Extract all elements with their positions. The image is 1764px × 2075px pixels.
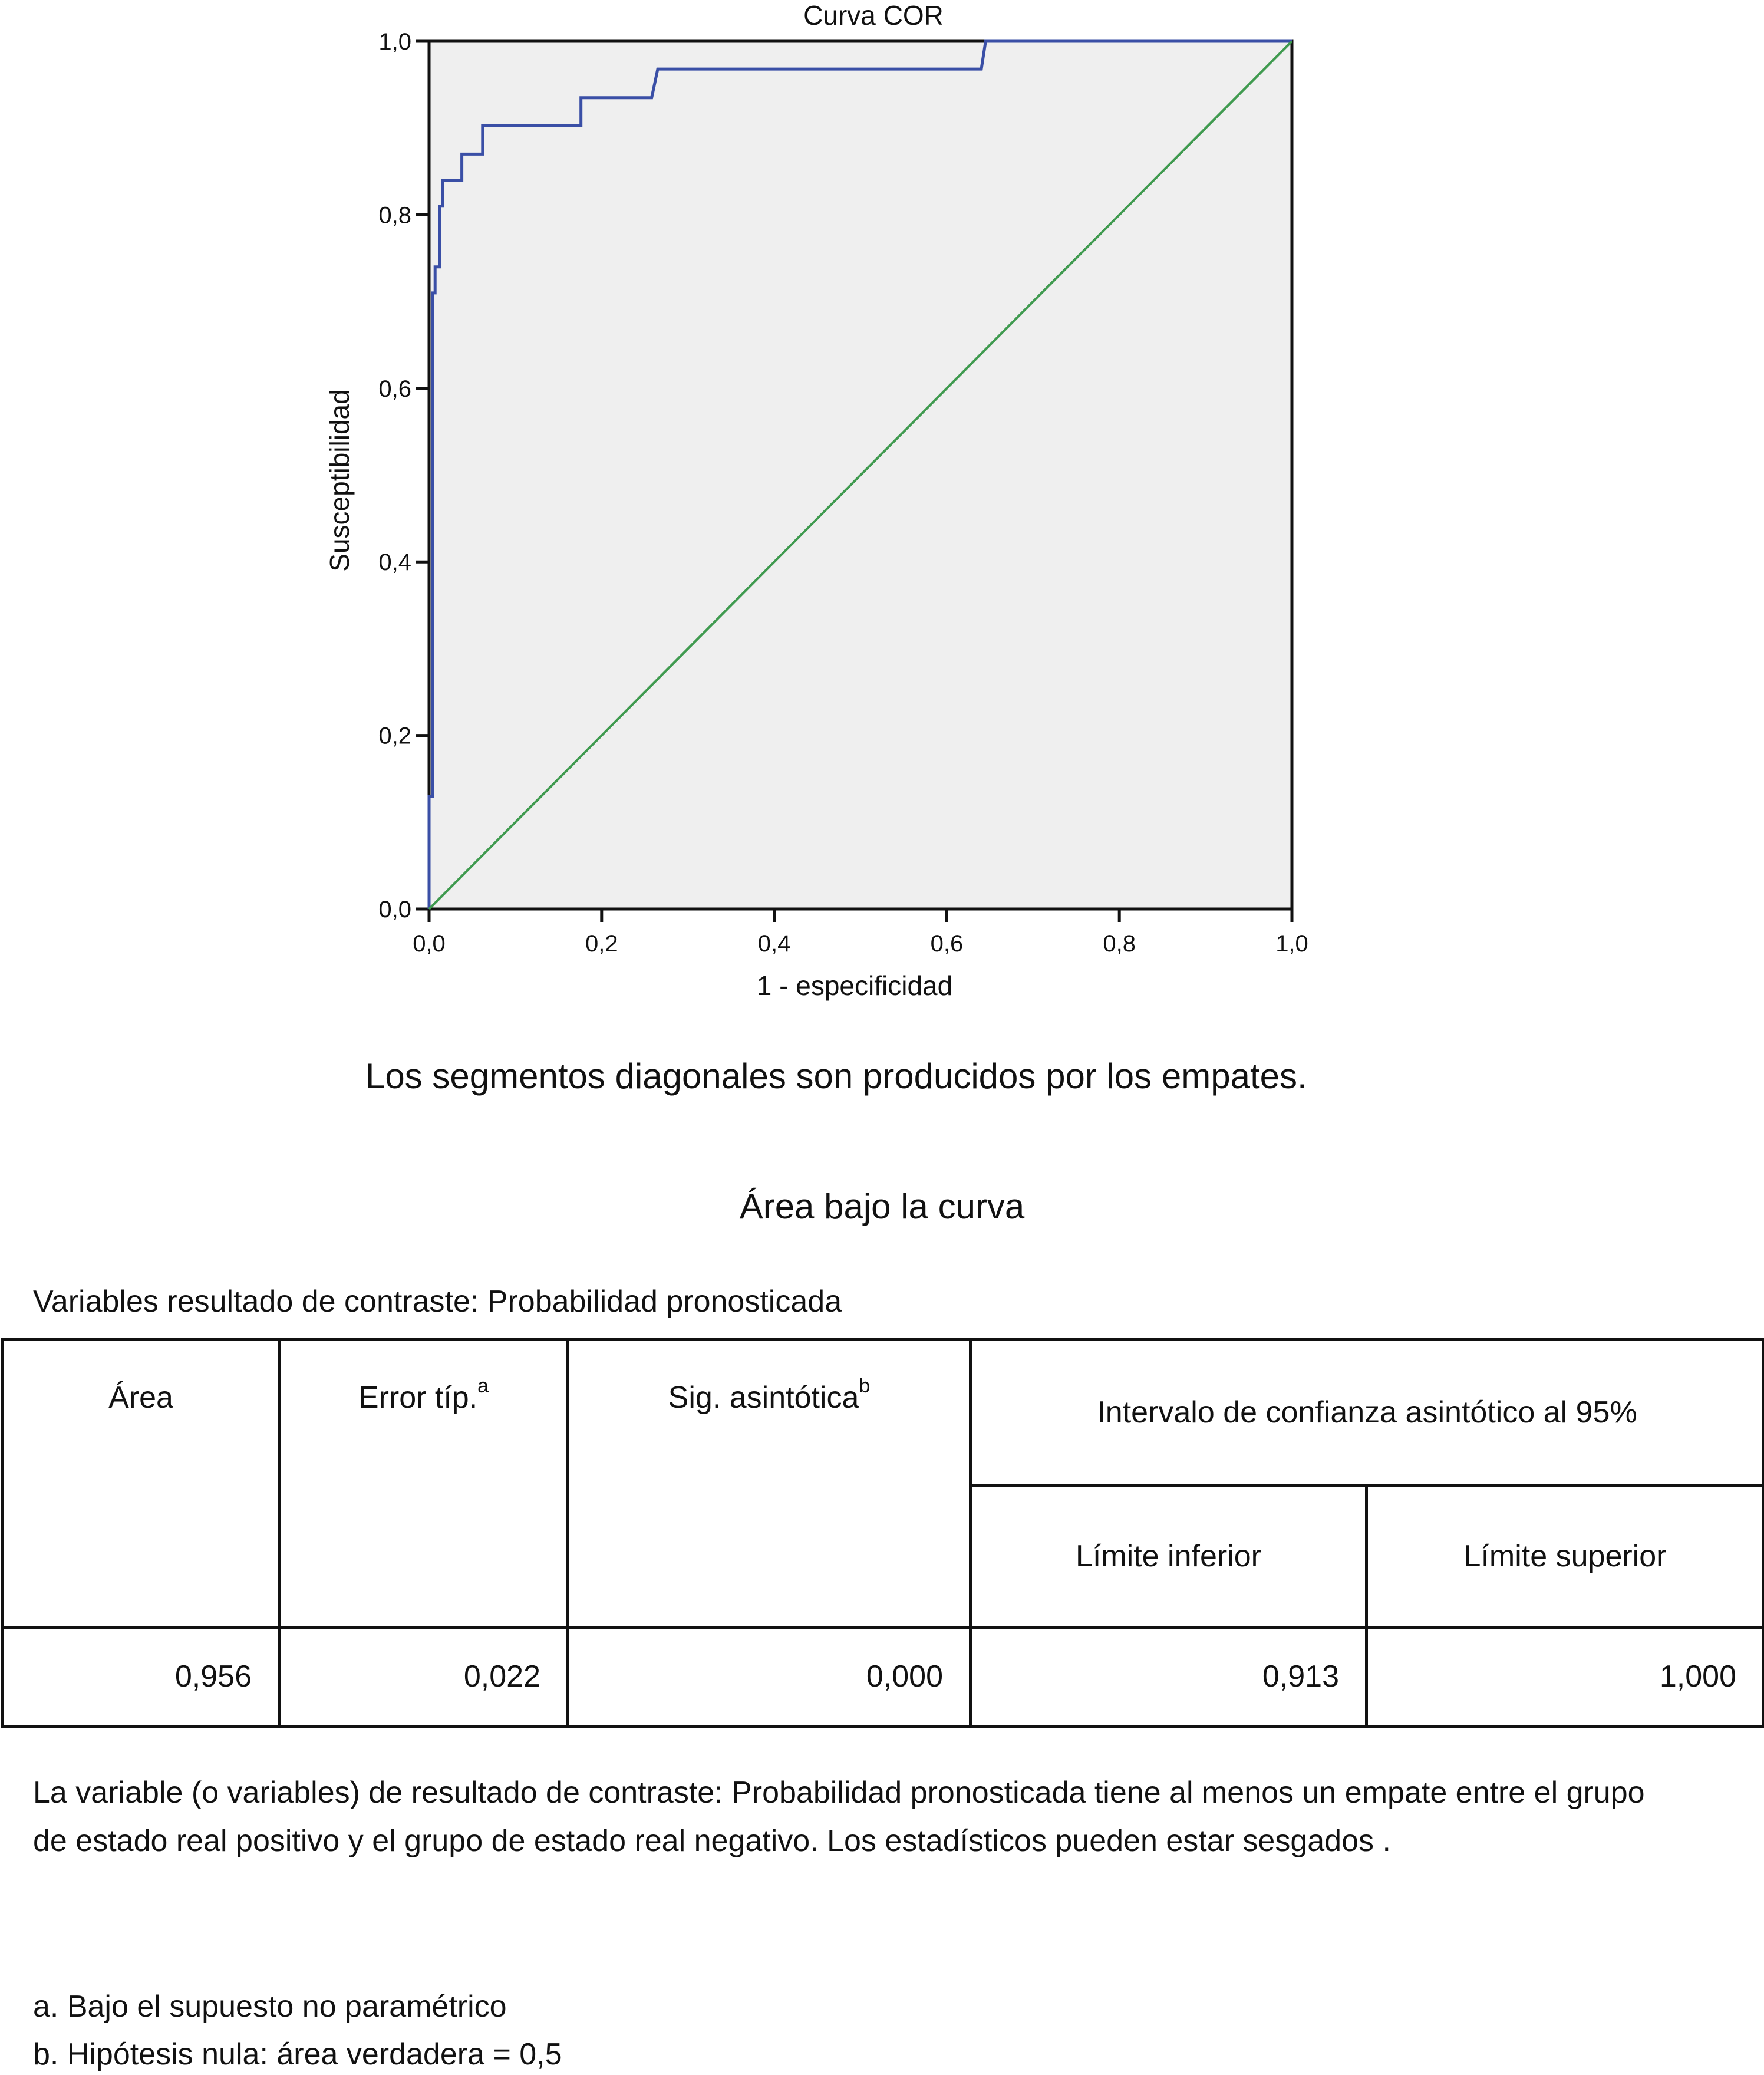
header-upper-limit: Límite superior bbox=[1367, 1486, 1764, 1627]
header-sig-label: Sig. asintótica bbox=[668, 1381, 859, 1415]
table-row bbox=[3, 1627, 1764, 1726]
footer-paragraph: La variable (o variables) de resultado de contraste: Probabilidad pronosticada tiene al menos un empate entre el grupo de estado real positivo y el grupo de estado real negativo. Los estadísticos pueden estar sesgados . bbox=[33, 1776, 1645, 1858]
x-tick-label: 0,8 bbox=[1103, 931, 1136, 957]
x-tick-label: 0,2 bbox=[585, 931, 618, 957]
header-sig bbox=[568, 1340, 971, 1628]
chart-note: Los segmentos diagonales son producidos por los empates. bbox=[365, 1056, 1307, 1096]
x-tick-label: 0,6 bbox=[930, 931, 964, 957]
x-tick-label: 0,0 bbox=[413, 931, 446, 957]
header-lower-limit: Límite inferior bbox=[971, 1486, 1367, 1627]
y-tick-label: 0,0 bbox=[378, 897, 411, 923]
header-error bbox=[279, 1340, 568, 1628]
x-axis-label: 1 - especificidad bbox=[756, 970, 953, 1001]
y-tick-label: 0,6 bbox=[378, 376, 411, 402]
cell-area: 0,956 bbox=[3, 1627, 279, 1726]
cell-lower-limit: 0,913 bbox=[971, 1627, 1367, 1726]
cell-upper-limit: 1,000 bbox=[1367, 1627, 1764, 1726]
footnote-marker-b: b bbox=[859, 1375, 871, 1397]
header-area-label: Área bbox=[108, 1381, 173, 1415]
header-error-label: Error típ. bbox=[358, 1381, 478, 1415]
auc-table bbox=[1, 1338, 1764, 1728]
footnote-marker-a: a bbox=[477, 1375, 489, 1397]
x-tick-label: 0,4 bbox=[757, 931, 791, 957]
footnote-a: a. Bajo el supuesto no paramétrico bbox=[33, 1990, 507, 2024]
cell-sig: 0,000 bbox=[568, 1627, 971, 1726]
header-interval: Intervalo de confianza asintótico al 95% bbox=[971, 1340, 1764, 1486]
table-header-row bbox=[3, 1340, 1764, 1486]
chart-title: Curva COR bbox=[803, 0, 944, 31]
y-tick-label: 0,4 bbox=[378, 549, 411, 576]
y-tick-label: 0,8 bbox=[378, 202, 411, 229]
y-axis-label: Susceptibilidad bbox=[324, 389, 355, 572]
x-tick-label: 1,0 bbox=[1275, 931, 1308, 957]
footnote-b: b. Hipótesis nula: área verdadera = 0,5 bbox=[33, 2037, 562, 2071]
cell-error: 0,022 bbox=[279, 1627, 568, 1726]
y-tick-label: 0,2 bbox=[378, 723, 411, 749]
table-subtitle: Variables resultado de contraste: Probabilidad pronosticada bbox=[33, 1284, 842, 1319]
y-tick-label: 1,0 bbox=[378, 29, 411, 55]
header-area bbox=[3, 1340, 279, 1628]
table-title: Área bajo la curva bbox=[739, 1187, 1025, 1226]
